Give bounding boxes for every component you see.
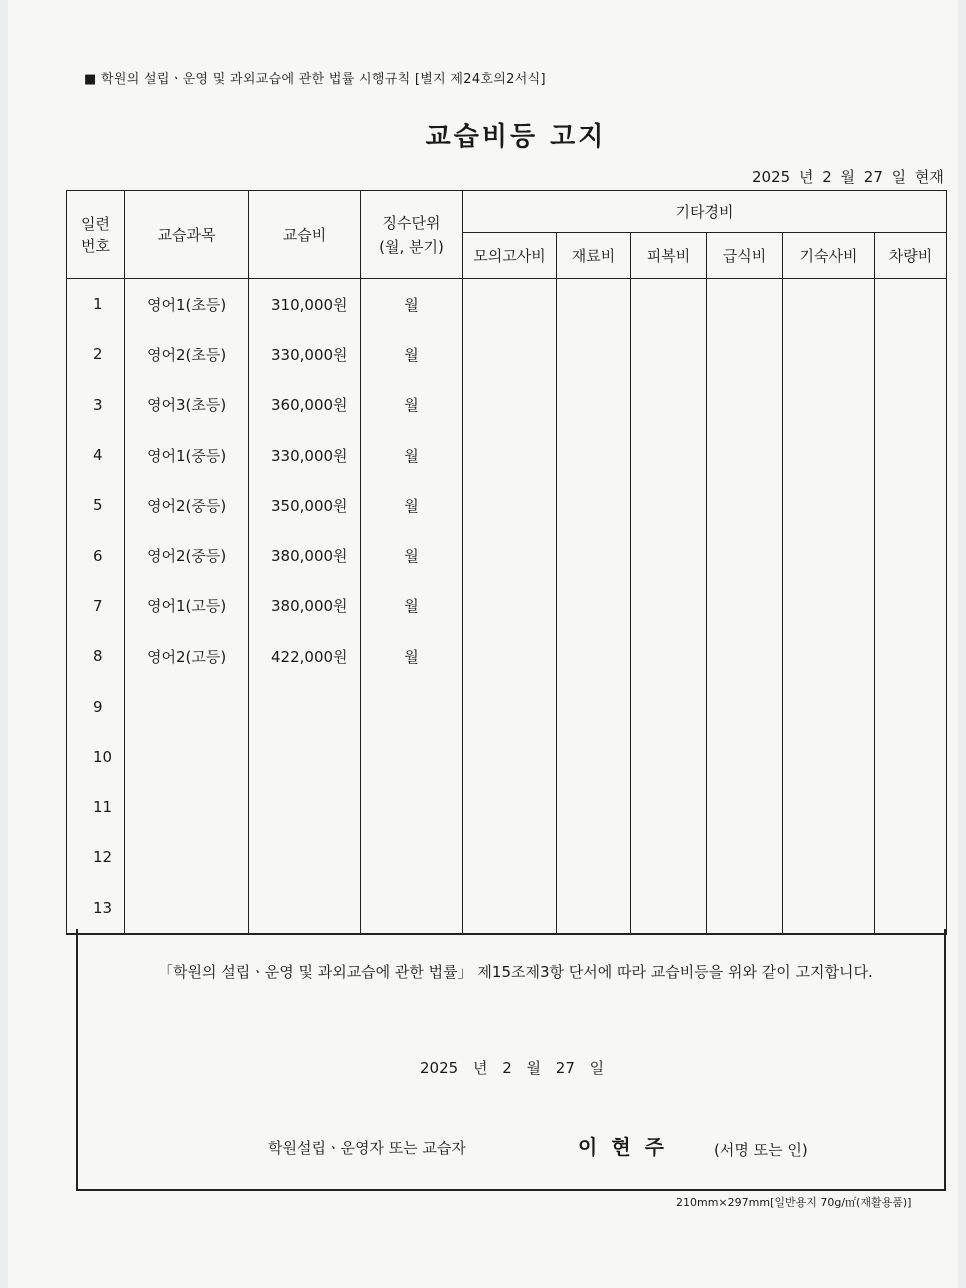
row-other-expense: [631, 380, 707, 430]
row-subject: 영어1(초등): [125, 279, 249, 330]
notice-box: [76, 929, 946, 1191]
row-other-expense: [783, 832, 875, 882]
row-unit: [361, 681, 463, 731]
row-other-expense: [783, 530, 875, 580]
table-row: [67, 782, 947, 832]
row-other-expense: [707, 380, 783, 430]
row-other-expense: [707, 329, 783, 379]
header-unit: 징수단위 (월, 분기): [361, 191, 463, 279]
row-other-expense: [463, 883, 557, 934]
row-other-expense: [463, 832, 557, 882]
row-fee: [249, 681, 361, 731]
row-other-expense: [783, 581, 875, 631]
row-other-expense: [783, 430, 875, 480]
row-subject: 영어2(중등): [125, 480, 249, 530]
row-fee: 360,000원: [249, 380, 361, 430]
row-other-expense: [875, 380, 947, 430]
form-reference: ■ 학원의 설립ㆍ운영 및 과외교습에 관한 법률 시행규칙 [별지 제24호의2서식]: [84, 72, 546, 87]
row-other-expense: [707, 480, 783, 530]
table-row: [67, 430, 947, 480]
row-other-expense: [557, 380, 631, 430]
row-number: 6: [67, 530, 125, 580]
header-mock-exam: 모의고사비: [463, 233, 557, 279]
header-vehicle: 차량비: [875, 233, 947, 279]
row-fee: 330,000원: [249, 430, 361, 480]
row-unit: 월: [361, 581, 463, 631]
row-unit: [361, 732, 463, 782]
row-other-expense: [875, 732, 947, 782]
row-other-expense: [783, 279, 875, 330]
notice-date: 2025 년 2 월 27 일: [420, 1059, 605, 1077]
row-other-expense: [875, 530, 947, 580]
row-other-expense: [557, 631, 631, 681]
as-of-date: 2025 년 2 월 27 일 현재: [752, 168, 944, 186]
header-no: 일련 번호: [67, 191, 125, 279]
row-number: 2: [67, 329, 125, 379]
table-row: [67, 732, 947, 782]
row-other-expense: [631, 782, 707, 832]
row-other-expense: [783, 329, 875, 379]
row-other-expense: [631, 581, 707, 631]
row-unit: [361, 782, 463, 832]
row-other-expense: [631, 279, 707, 330]
table-row: [67, 883, 947, 934]
row-subject: [125, 883, 249, 934]
row-subject: 영어1(중등): [125, 430, 249, 480]
row-other-expense: [463, 380, 557, 430]
row-fee: 380,000원: [249, 581, 361, 631]
row-fee: 330,000원: [249, 329, 361, 379]
row-other-expense: [707, 530, 783, 580]
row-other-expense: [875, 681, 947, 731]
paper-spec: 210mm×297mm[일반용지 70g/㎡(재활용품)]: [676, 1196, 912, 1209]
signer-role: 학원설립ㆍ운영자 또는 교습자: [268, 1139, 466, 1157]
row-other-expense: [875, 279, 947, 330]
row-subject: 영어2(고등): [125, 631, 249, 681]
row-number: 1: [67, 279, 125, 330]
table-row: [67, 581, 947, 631]
signer-name: 이현주: [578, 1135, 678, 1159]
table-row: [67, 480, 947, 530]
row-other-expense: [875, 329, 947, 379]
row-other-expense: [631, 732, 707, 782]
row-other-expense: [783, 631, 875, 681]
row-unit: 월: [361, 530, 463, 580]
document-title: 교습비등 고지: [425, 122, 607, 152]
row-other-expense: [875, 883, 947, 934]
row-other-expense: [631, 480, 707, 530]
row-other-expense: [463, 329, 557, 379]
row-other-expense: [875, 480, 947, 530]
row-other-expense: [631, 832, 707, 882]
row-other-expense: [557, 530, 631, 580]
row-other-expense: [557, 279, 631, 330]
row-other-expense: [557, 581, 631, 631]
row-other-expense: [631, 530, 707, 580]
row-other-expense: [463, 430, 557, 480]
signature-hint: (서명 또는 인): [714, 1141, 808, 1159]
row-fee: [249, 782, 361, 832]
row-number: 7: [67, 581, 125, 631]
row-subject: 영어3(초등): [125, 380, 249, 430]
row-subject: 영어2(초등): [125, 329, 249, 379]
row-fee: 422,000원: [249, 631, 361, 681]
header-subject: 교습과목: [125, 191, 249, 279]
row-unit: 월: [361, 279, 463, 330]
table-row: [67, 329, 947, 379]
row-other-expense: [463, 279, 557, 330]
row-subject: [125, 681, 249, 731]
row-fee: 310,000원: [249, 279, 361, 330]
row-number: 11: [67, 782, 125, 832]
header-fee: 교습비: [249, 191, 361, 279]
row-other-expense: [875, 581, 947, 631]
row-other-expense: [875, 782, 947, 832]
row-other-expense: [707, 631, 783, 681]
row-subject: [125, 782, 249, 832]
header-clothing: 피복비: [631, 233, 707, 279]
row-other-expense: [783, 782, 875, 832]
row-other-expense: [631, 430, 707, 480]
row-other-expense: [463, 480, 557, 530]
row-other-expense: [783, 681, 875, 731]
row-subject: [125, 832, 249, 882]
row-other-expense: [557, 681, 631, 731]
row-other-expense: [557, 480, 631, 530]
row-other-expense: [783, 732, 875, 782]
row-other-expense: [463, 732, 557, 782]
row-fee: [249, 832, 361, 882]
row-other-expense: [463, 581, 557, 631]
row-other-expense: [707, 832, 783, 882]
row-unit: 월: [361, 480, 463, 530]
row-number: 5: [67, 480, 125, 530]
row-unit: [361, 832, 463, 882]
table-row: [67, 279, 947, 330]
row-other-expense: [557, 732, 631, 782]
table-row: [67, 832, 947, 882]
row-other-expense: [875, 631, 947, 681]
row-number: 4: [67, 430, 125, 480]
row-subject: 영어2(중등): [125, 530, 249, 580]
row-other-expense: [707, 581, 783, 631]
row-number: 8: [67, 631, 125, 681]
row-unit: 월: [361, 430, 463, 480]
header-dormitory: 기숙사비: [783, 233, 875, 279]
row-other-expense: [463, 681, 557, 731]
notice-statement: 「학원의 설립ㆍ운영 및 과외교습에 관한 법률」 제15조제3항 단서에 따라 교습비등을 위와 같이 고지합니다.: [158, 963, 873, 981]
header-other-expenses: 기타경비: [463, 191, 947, 233]
header-meals: 급식비: [707, 233, 783, 279]
row-other-expense: [463, 530, 557, 580]
row-number: 12: [67, 832, 125, 882]
row-fee: 350,000원: [249, 480, 361, 530]
row-other-expense: [463, 631, 557, 681]
row-number: 3: [67, 380, 125, 430]
row-fee: [249, 883, 361, 934]
row-other-expense: [631, 329, 707, 379]
row-other-expense: [707, 279, 783, 330]
table-row: [67, 530, 947, 580]
row-other-expense: [707, 681, 783, 731]
row-subject: 영어1(고등): [125, 581, 249, 631]
row-number: 9: [67, 681, 125, 731]
row-other-expense: [557, 782, 631, 832]
header-materials: 재료비: [557, 233, 631, 279]
row-other-expense: [557, 329, 631, 379]
row-other-expense: [875, 430, 947, 480]
row-other-expense: [631, 883, 707, 934]
row-other-expense: [783, 480, 875, 530]
row-other-expense: [783, 380, 875, 430]
row-other-expense: [557, 430, 631, 480]
row-unit: 월: [361, 380, 463, 430]
row-fee: [249, 732, 361, 782]
table-row: [67, 631, 947, 681]
row-number: 13: [67, 883, 125, 934]
row-other-expense: [875, 832, 947, 882]
row-other-expense: [707, 782, 783, 832]
row-other-expense: [707, 732, 783, 782]
row-other-expense: [707, 430, 783, 480]
row-subject: [125, 732, 249, 782]
table-row: [67, 681, 947, 731]
row-unit: 월: [361, 631, 463, 681]
row-unit: [361, 883, 463, 934]
row-other-expense: [631, 631, 707, 681]
row-other-expense: [783, 883, 875, 934]
table-row: [67, 380, 947, 430]
row-other-expense: [463, 782, 557, 832]
row-other-expense: [631, 681, 707, 731]
row-unit: 월: [361, 329, 463, 379]
row-fee: 380,000원: [249, 530, 361, 580]
fee-table: [66, 190, 947, 935]
row-number: 10: [67, 732, 125, 782]
row-other-expense: [707, 883, 783, 934]
row-other-expense: [557, 832, 631, 882]
row-other-expense: [557, 883, 631, 934]
